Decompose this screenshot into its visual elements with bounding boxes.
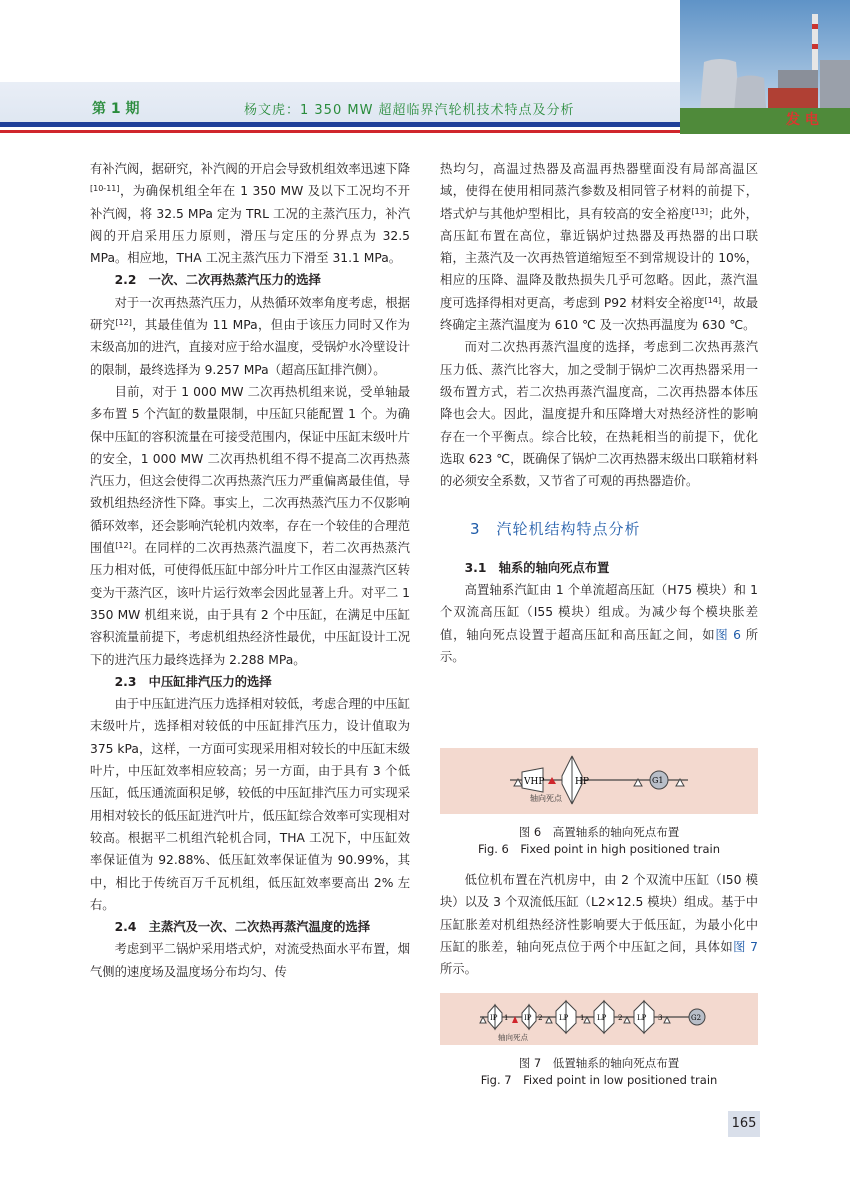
issue-number: 第 1 期: [92, 101, 140, 117]
figure-6: [440, 748, 758, 814]
subsection-heading-2-2: 2.2 一次、二次再热蒸汽压力的选择: [114, 273, 321, 288]
figure-7-caption-en: Fig. 7 Fixed point in low positioned train: [480, 1073, 718, 1087]
subsection-heading-2-4: 2.4 主蒸汽及一次、二次热再蒸汽温度的选择: [114, 920, 371, 935]
fig7-ip1-label: IP: [490, 1014, 498, 1022]
figure-6-caption-cn: 图 6 高置轴系的轴向死点布置: [518, 825, 680, 839]
paragraph: 对于一次再热蒸汽压力，从热循环效率角度考虑，根据研究[12]，其最佳值为 11 MPa，但由于该压力同时又作为末级高加的进汽，直接对应于给水温度，受锅炉水冷壁设计的限制，最终选择为 9.257 MPa（超高压缸排汽侧）。: [90, 295, 410, 377]
citation: [10-11]: [90, 184, 120, 194]
right-column-top: [440, 158, 758, 668]
paragraph: 有补汽阀，据研究，补汽阀的开启会导致机组效率迅速下降[10-11]，为确保机组全年在 1 350 MW 及以下工况均不开补汽阀，将 32.5 MPa 定为 TRL 工况的主蒸汽压力，补汽阀的开启采用压力原则，滑压与定压的分界点为 32.5 MPa。相应地，THA 工况主蒸汽压力下滑至 31.1 MPa。: [90, 162, 410, 266]
fig7-ip2-number: 2: [538, 1014, 543, 1022]
citation: [13]: [691, 206, 708, 216]
section-heading-3: 3 汽轮机结构特点分析: [470, 520, 641, 539]
figure-reference[interactable]: 图 6: [715, 627, 741, 642]
figure-7-caption: [440, 1055, 758, 1089]
right-column-middle: [440, 869, 758, 980]
paragraph: 高置轴系汽缸由 1 个单流超高压缸（H75 模块）和 1 个双流高压缸（I55 模块）组成。为减少每个模块胀差值，轴向死点设置于超高压缸和高压缸之间，如图 6 所示。: [440, 583, 758, 664]
fig6-hp-label: HP: [575, 777, 589, 787]
figure-6-caption: [440, 824, 758, 858]
citation: [12]: [115, 318, 132, 328]
left-column: [90, 158, 410, 983]
fig7-ip2-label: IP: [524, 1014, 532, 1022]
fig7-lp3-number: 3: [658, 1014, 663, 1022]
citation: [12]: [115, 541, 132, 551]
paragraph: 考虑到平二锅炉采用塔式炉，对流受热面水平布置，烟气侧的速度场及温度场分布均匀、传: [90, 942, 410, 979]
paragraph: 热均匀，高温过热器及高温再热器壁面没有局部高温区域，使得在使用相同蒸汽参数及相同管子材料的前提下，塔式炉与其他炉型相比，具有较高的安全裕度[13]；此外，高压缸布置在高位，靠近锅炉过热器及再热器的出口联箱，主蒸汽及一次再热管道缩短至不到常规设计的 10%，相应的压降、温降及散热损失几乎可忽略。因此，蒸汽温度可选择得相对更高，考虑到 P92 材料安全裕度[14]，故最终确定主蒸汽温度为 610 ℃ 及一次热再温度为 630 ℃。: [440, 162, 758, 333]
figure-7: [440, 993, 758, 1045]
citation: [14]: [704, 295, 722, 305]
figure-6-caption-en: Fig. 6 Fixed point in high positioned train: [477, 842, 721, 856]
paragraph: 由于中压缸进汽压力选择相对较低，考虑合理的中压缸末级叶片，选择相对较低的中压缸排汽压力，设计值取为 375 kPa，这样，一方面可实现采用相对较长的中压缸末级叶片，中压缸效率相应较高；另一方面，由于具有 3 个低压缸，低压通流面积足够，较低的中压缸排汽压力可实现采用相对较长的低压缸进汽叶片，低压缸综合效率可实现相对较高。根据平二机组汽轮机合同，THA 工况下，中压缸效率保证值为 92.88%、低压缸效率保证值为 90.99%，其中，相比于传统百万千瓦机组，低压缸效率要高出 2% 左右。: [90, 697, 410, 912]
power-plant-photo: [680, 0, 850, 134]
fig6-deadpoint-label: 轴向死点: [530, 794, 562, 803]
figure-7-caption-cn: 图 7 低置轴系的轴向死点布置: [518, 1056, 680, 1070]
fig6-vhp-label: VHP: [524, 777, 545, 787]
fig7-generator-label: G2: [691, 1014, 702, 1022]
fig7-deadpoint-label: 轴向死点: [498, 1033, 528, 1042]
fig6-generator-label: G1: [652, 776, 664, 785]
paragraph: 目前，对于 1 000 MW 二次再热机组来说，受单轴最多布置 5 个汽缸的数量限制，中压缸只能配置 1 个。为确保中压缸的容积流量在可接受范围内，保证中压缸末级叶片的安全，1 000 MW 二次再热机组不得不提高二次再热蒸汽压力，但这会使得二次再热蒸汽压力严重偏离最佳值，导致机组热经济性下降。事实上，二次再热蒸汽压力不仅影响循环效率，还会影响汽轮机内效率，存在一个较佳的合理范围值[12]。在同样的二次再热蒸汽温度下，若二次再热蒸汽压力相对低，可使得低压缸中部分叶片工作区由湿蒸汽区转变为干蒸汽区，该叶片运行效率会因此显著上升。对平二 1 350 MW 机组来说，由于具有 2 个中压缸，在满足中压缸容积流量前提下，考虑机组热经济性最优，中压缸设计工况下的进汽压力最终选择为 2.288 MPa。: [90, 384, 410, 667]
page-header: [0, 0, 850, 140]
fig7-ip1-number: 1: [504, 1014, 509, 1022]
paragraph: 而对二次热再蒸汽温度的选择，考虑到二次热再蒸汽压力低、蒸汽比容大，加之受制于锅炉二次再热器采用一级布置方式，若二次热再蒸汽温度高，二次再热器本体压降也会大。因此，温度提升和压降增大对热经济性的影响存在一个平衡点。综合比较，在热耗相当的前提下，优化选取 623 ℃，既确保了锅炉二次再热器末级出口联箱材料的必须安全系数，又节省了可观的再热器造价。: [440, 340, 758, 489]
fig7-lp3-label: LP: [637, 1014, 647, 1022]
figure-reference[interactable]: 图 7: [733, 939, 758, 954]
running-title: 杨文虎：1 350 MW 超超临界汽轮机技术特点及分析: [244, 103, 575, 118]
photo-caption: 发 电: [786, 112, 819, 128]
fig7-lp1-number: 1: [580, 1014, 585, 1022]
subsection-heading-2-3: 2.3 中压缸排汽压力的选择: [114, 674, 272, 689]
fig7-lp1-label: LP: [559, 1014, 569, 1022]
fig7-lp2-number: 2: [618, 1014, 623, 1022]
subsection-heading-3-1: 3.1 轴系的轴向死点布置: [464, 560, 610, 575]
fig7-lp2-label: LP: [597, 1014, 607, 1022]
paragraph: 低位机布置在汽机房中，由 2 个双流中压缸（I50 模块）以及 3 个双流低压缸（L2×12.5 模块）组成。基于中压缸胀差对机组热经济性影响要大于低压缸，为最小化中压缸的胀差，轴向死点位于两个中压缸之间，具体如图 7 所示。: [440, 873, 758, 977]
page-number: 165: [728, 1111, 760, 1137]
